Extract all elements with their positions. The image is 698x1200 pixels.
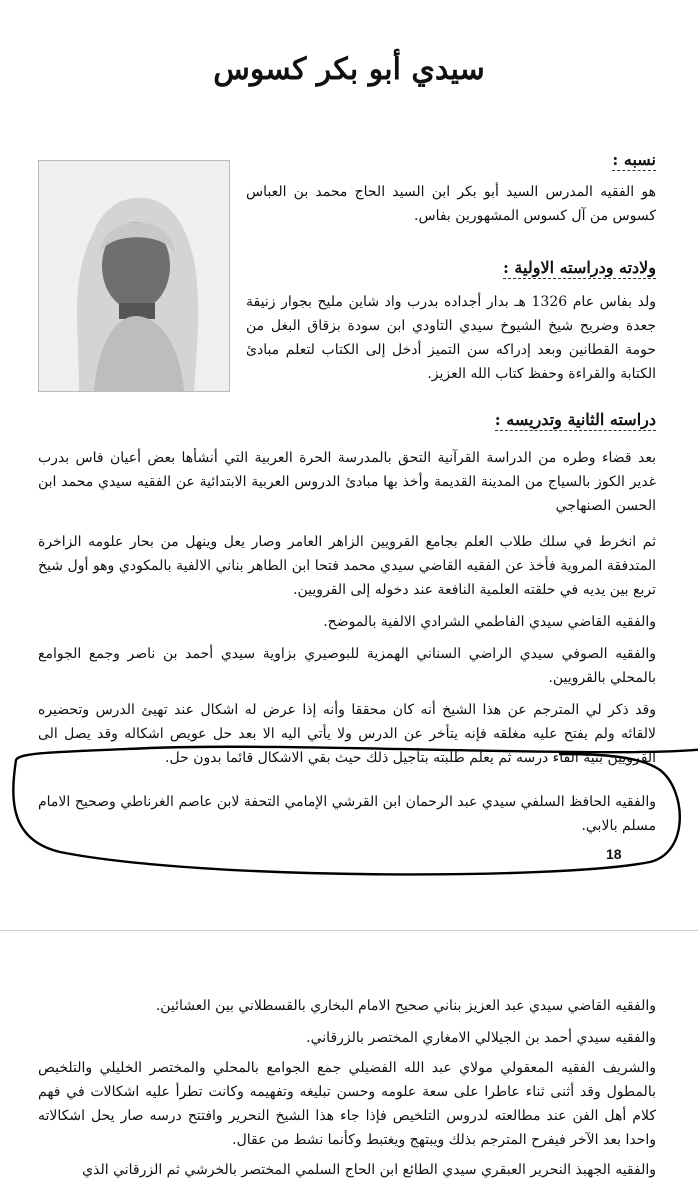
- study-paragraph-5: وقد ذكر لي المترجم عن هذا الشيخ أنه كان محققا وأنه إذا عرض له اشكال عند تهيئ الدرس وتحضيره لالقائه ولم يفتح عليه مغلقه فإنه يتأخر عن الدرس ولا يأتي اليه الا بعد حل عويص اشكاله وقد يصل الى القرويين بنية القاء درسه ثم يعلم طلبته بتأجيل ذلك حيث بقي الاشكال قائما بدون حل.: [38, 702, 656, 766]
- page-title: سيدي أبو بكر كسوس: [213, 52, 485, 87]
- page2-paragraph-4: والفقيه الجهبذ النحرير العبقري سيدي الطائع ابن الحاج السلمي المختصر بالخرشي ثم الزرقاني الذي: [82, 1162, 656, 1178]
- page-separator: [0, 930, 698, 961]
- portrait-photo: [38, 160, 230, 392]
- study-paragraph-2: ثم انخرط في سلك طلاب العلم بجامع القرويين الزاهر العامر وصار يعل وينهل من بحار علومه الزاخرة المتدفقة المروية فأخذ عن الفقيه القاضي سيدي محمد فتحا ابن الطاهر بناني الالفية بالمكودي وهو أول شيخ تربع بين يديه في حلقته العلمية النافعة عند دخوله إلى القرويين.: [38, 534, 656, 598]
- birth-text: ولد بفاس عام 1326 هـ بدار أجداده بدرب واد شاين مليح بجوار زنيقة جعدة وضريح شيخ الشيوخ سيدي التاودي ابن سودة بزقاق البغل من حومة القطانين وبعد إدراكه سن التميز أدخل إلى الكتاب لتعلم مبادئ الكتابة والقراءة وحفظ كتاب الله العزيز.: [246, 294, 656, 382]
- study-paragraph-1: بعد قضاء وطره من الدراسة القرآنية التحق بالمدرسة الحرة العربية التي أنشأها بعض أعيان فاس بدرب غدير الكوز بالسياج من المدينة القديمة وأخذ بها مبادئ الدروس العربية الابتدائية عن الفقيه سيدي محمد ابن الحسن الصنهاجي: [38, 450, 656, 514]
- study-paragraph-3: والفقيه القاضي سيدي الفاطمي الشرادي الالفية بالموضح.: [323, 614, 656, 630]
- page2-paragraph-1: والفقيه القاضي سيدي عبد العزيز بناني صحيح الامام البخاري بالقسطلاني بين العشائين.: [155, 998, 656, 1014]
- page-number: 18: [606, 846, 622, 862]
- study-paragraph-4: والفقيه الصوفي سيدي الراضي السناني الهمزية للبوصيري بزاوية سيدي أحمد بن ناصر وجمع الجوامع بالمحلي بالقرويين.: [38, 646, 657, 686]
- lineage-text: هو الفقيه المدرس السيد أبو بكر ابن السيد الحاج محمد بن العباس كسوس من آل كسوس المشهورين بفاس.: [246, 184, 656, 224]
- page2-paragraph-2: والفقيه سيدي أحمد بن الجيلالي الامغاري المختصر بالزرقاني.: [306, 1030, 656, 1046]
- page2-paragraph-3: والشريف الفقيه المعقولي مولاي عبد الله الفضيلي جمع الجوامع بالمحلي والمختصر الخليلي والتلخيص بالمطول وقد أثنى ثناء عاطرا على سعة علومه وحسن تبليغه وتفهيمه وكانت تطرأ عليه اشكالات في فهم كلام أهل الفن عند مطالعته لدروس التلخيص فإذا جاء هذا الشيخ النحرير وافتتح درسه صار يحل اشكالاته واحدا بعد الآخر فيفرح المترجم بذلك ويبتهج ويغتبط وكأنما نشط من عقال.: [38, 1060, 656, 1148]
- lineage-heading: نسبه :: [612, 150, 656, 169]
- birth-heading: ولادته ودراسته الاولية :: [502, 258, 656, 277]
- study-heading: دراسته الثانية وتدريسه :: [494, 410, 656, 429]
- page-19: [0, 960, 698, 1200]
- study-paragraph-6: والفقيه الحافظ السلفي سيدي عبد الرحمان ابن القرشي الإمامي التحفة لابن عاصم الغرناطي وصحيح الامام مسلم بالابي.: [38, 794, 656, 834]
